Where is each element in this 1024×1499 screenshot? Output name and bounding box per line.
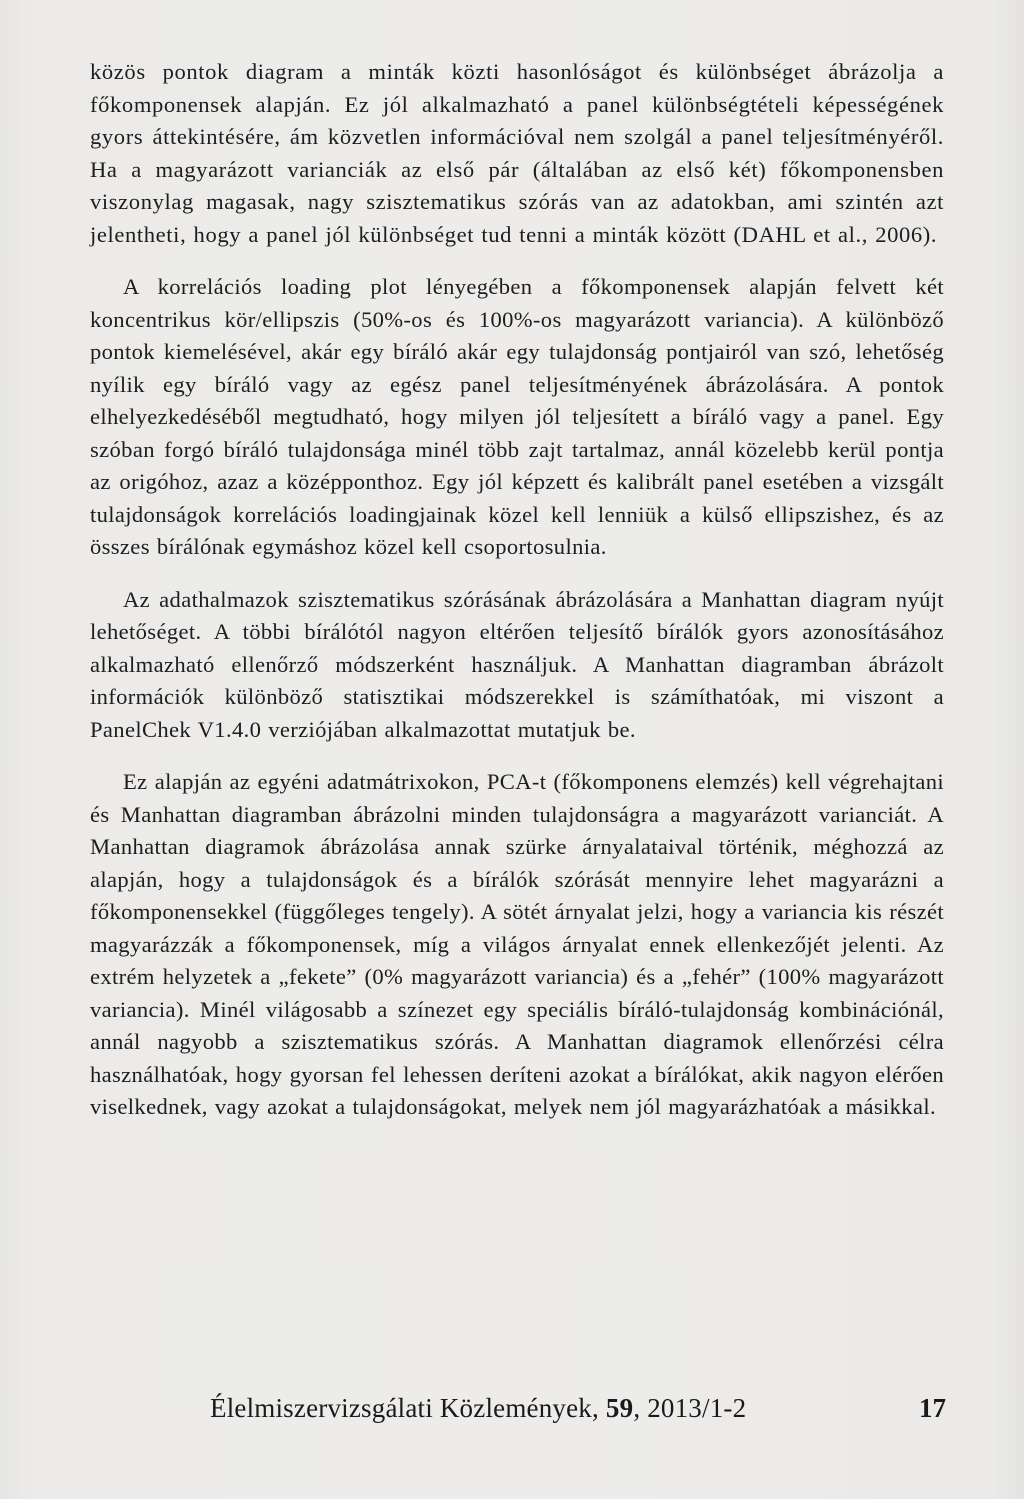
journal-name: Élelmiszervizsgálati Közlemények, [210,1393,606,1423]
paragraph-4-text: Ez alapján az egyéni adatmátrixokon, PCA-t (főkomponens elemzés) kell végrehajtani és Manhattan diagramban ábrázolni minden tulajdonságra a magyarázott varianciát. A Manhattan diagramok ábrázolása annak szürke árnyalataival történik, méghozzá az alapján, hogy a tulajdonságok és a bírálók szórását mennyire lehet magyarázni a főkomponensekkel (függőleges tengely). A sötét árnyalat jelzi, hogy a variancia kis részét magyarázzák a főkomponensek, míg a világos árnyalat ennek ellenkezőjét jelenti. Az extrém helyzetek a „fekete” (0% magyarázott variancia) és a „fehér” (100% magyarázott variancia). Minél világosabb a színezet egy speciális bíráló-tulajdonság kombinációnál, annál nagyobb a szisztematikus szórás. A Manhattan diagramok ellenőrzési célra használhatóak, hogy gyorsan fel lehessen deríteni azokat a bírálókat, akik nagyon elérően viselkednek, vagy azokat a tulajdonságokat, melyek nem jól magyarázhatóak a másikkal. [90,769,944,1119]
journal-volume: 59 [605,1393,634,1423]
paragraph-3-text: Az adathalmazok szisztematikus szórásának ábrázolására a Manhattan diagram nyújt lehetőséget. A többi bírálótól nagyon eltérően teljesítő bírálók gyors azonosításához alkalmazható ellenőrző módszerként használjuk. A Manhattan diagramban ábrázolt információk különböző statisztikai módszerekkel is számíthatóak, mi viszont a PanelChek V1.4.0 verziójában alkalmazottat mutatjuk be. [90,586,944,742]
paragraph-4 [90,766,944,1124]
journal-citation [210,1393,746,1424]
body-text [90,56,944,1144]
page-footer [210,1393,946,1433]
paragraph-1 [90,56,944,251]
paragraph-2 [90,271,944,564]
journal-issue: , 2013/1-2 [633,1393,747,1423]
page-number: 17 [919,1393,946,1423]
paragraph-2-text: A korrelációs loading plot lényegében a főkomponensek alapján felvett két koncentrikus kör/ellipszis (50%-os és 100%-os magyarázott variancia). A különböző pontok kiemelésével, akár egy bíráló akár egy tulajdonság pontjairól van szó, lehetőség nyílik egy bíráló vagy az egész panel teljesítményének ábrázolására. A pontok elhelyezkedéséből megtudható, hogy milyen jól teljesített a bíráló vagy a panel. Egy szóban forgó bíráló tulajdonsága minél több zajt tartalmaz, annál közelebb kerül pontja az origóhoz, azaz a középponthoz. Egy jól képzett és kalibrált panel esetében a vizsgált tulajdonságok korrelációs loadingjainak közel kell lenniük a külső ellipszishez, és az összes bírálónak egymáshoz közel kell csoportosulnia. [90,274,944,559]
paragraph-3 [90,584,944,747]
paragraph-1-text: közös pontok diagram a minták közti hasonlóságot és különbséget ábrázolja a főkomponensek alapján. Ez jól alkalmazható a panel különbségtételi képességének gyors áttekintésére, ám közvetlen információval nem szolgál a panel teljesítményéről. Ha a magyarázott varianciák az első pár (általában az első két) főkomponensben viszonylag magasak, nagy szisztematikus szórás van az adatokban, ami szintén azt jelentheti, hogy a panel jól különbséget tud tenni a minták között (DAHL et al., 2006). [90,59,944,247]
